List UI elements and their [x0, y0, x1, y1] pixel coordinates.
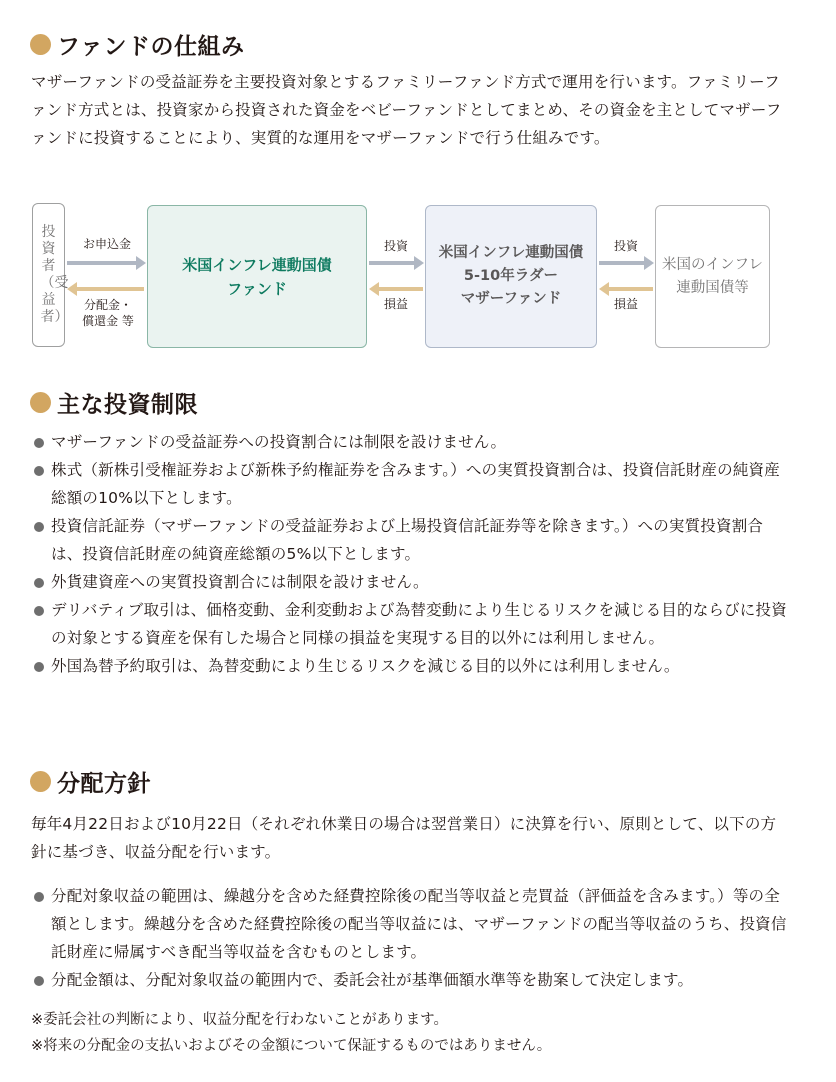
- section-title-text: 主な投資制限: [57, 392, 198, 418]
- section-title-text: ファンドの仕組み: [57, 34, 245, 60]
- subscription-label: お申込金: [82, 237, 131, 251]
- note-item: ※委託会社の判断により、収益分配を行わないことがあります。: [31, 1012, 448, 1028]
- distribution-notes: [31, 1007, 791, 1059]
- investor-label: 投資者（受益者）: [40, 224, 69, 325]
- target-assets-line2: 連動国債等: [676, 279, 749, 296]
- distribution-list: [31, 882, 791, 994]
- bullet-dot-icon: [30, 771, 51, 792]
- arrow-left-icon: [76, 287, 144, 291]
- invest-label-1: 投資: [383, 239, 408, 253]
- arrow-right-icon: [599, 261, 645, 265]
- list-item: 投資信託証券（マザーファンドの受益証券および上場投資信託証券等を除きます。）への実質投資割合は、投資信託財産の純資産総額の5%以下とします。: [31, 512, 791, 568]
- investor-box: [32, 203, 69, 347]
- restrictions-list: [31, 428, 791, 680]
- section-title-distribution: [30, 765, 151, 798]
- arrow-left-icon: [608, 287, 653, 291]
- list-item: 外国為替予約取引は、為替変動により生じるリスクを減じる目的以外には利用しません。: [31, 652, 791, 680]
- list-item: 分配対象収益の範囲は、繰越分を含めた経費控除後の配当等収益と売買益（評価益を含みます。）等の全額とします。繰越分を含めた経費控除後の配当等収益には、マザーファンドの配当等収益のうち、投資信託財産に帰属すべき配当等収益を含むものとします。: [31, 882, 791, 966]
- mother-fund-line1: 米国インフレ連動国債: [438, 245, 584, 261]
- note-item: ※将来の分配金の支払いおよびその金額について保証するものではありません。: [31, 1038, 552, 1054]
- baby-fund-line2: ファンド: [227, 279, 287, 298]
- target-assets-box: [655, 205, 770, 348]
- distribution-label-line2: 償還金 等: [82, 314, 134, 328]
- mother-fund-line2: 5-10年ラダー: [463, 268, 559, 284]
- structure-description: マザーファンドの受益証券を主要投資対象とするファミリーファンド方式で運用を行います。ファミリーファンド方式とは、投資家から投資された資金をベビーファンドとしてまとめ、その資金を主としてマザーファンドに投資することにより、実質的な運用をマザーファンドで行う仕組みです。: [31, 73, 782, 147]
- arrow-left-icon: [378, 287, 423, 291]
- distribution-label: [72, 297, 144, 329]
- distribution-label-line1: 分配金・: [83, 298, 132, 312]
- bullet-dot-icon: [30, 392, 51, 413]
- profit-label-2: 損益: [613, 297, 638, 311]
- arrow-right-icon: [369, 261, 415, 265]
- bullet-dot-icon: [30, 34, 51, 55]
- list-item: マザーファンドの受益証券への投資割合には制限を設けません。: [31, 428, 791, 456]
- baby-fund-box: [147, 205, 367, 348]
- list-item: デリバティブ取引は、価格変動、金利変動および為替変動により生じるリスクを減じる目的ならびに投資の対象とする資産を保有した場合と同様の損益を実現する目的以外には利用しません。: [31, 596, 791, 652]
- invest-label-2: 投資: [613, 239, 638, 253]
- list-item: 外貨建資産への実質投資割合には制限を設けません。: [31, 568, 791, 596]
- profit-label-1: 損益: [383, 297, 408, 311]
- section-title-restrictions: [30, 386, 198, 419]
- mother-fund-line3: マザーファンド: [460, 291, 562, 307]
- baby-fund-line1: 米国インフレ連動国債: [182, 255, 332, 274]
- section-title-text: 分配方針: [57, 771, 151, 797]
- distribution-description: 毎年4月22日および10月22日（それぞれ休業日の場合は翌営業日）に決算を行い、原則として、以下の方針に基づき、収益分配を行います。: [31, 815, 777, 861]
- list-item: 株式（新株引受権証券および新株予約権証券を含みます。）への実質投資割合は、投資信託財産の純資産総額の10%以下とします。: [31, 456, 791, 512]
- mother-fund-box: [425, 205, 597, 348]
- list-item: 分配金額は、分配対象収益の範囲内で、委託会社が基準価額水準等を勘案して決定します。: [31, 966, 791, 994]
- target-assets-line1: 米国のインフレ: [662, 256, 763, 273]
- arrow-right-icon: [67, 261, 137, 265]
- section-title-structure: [30, 28, 245, 61]
